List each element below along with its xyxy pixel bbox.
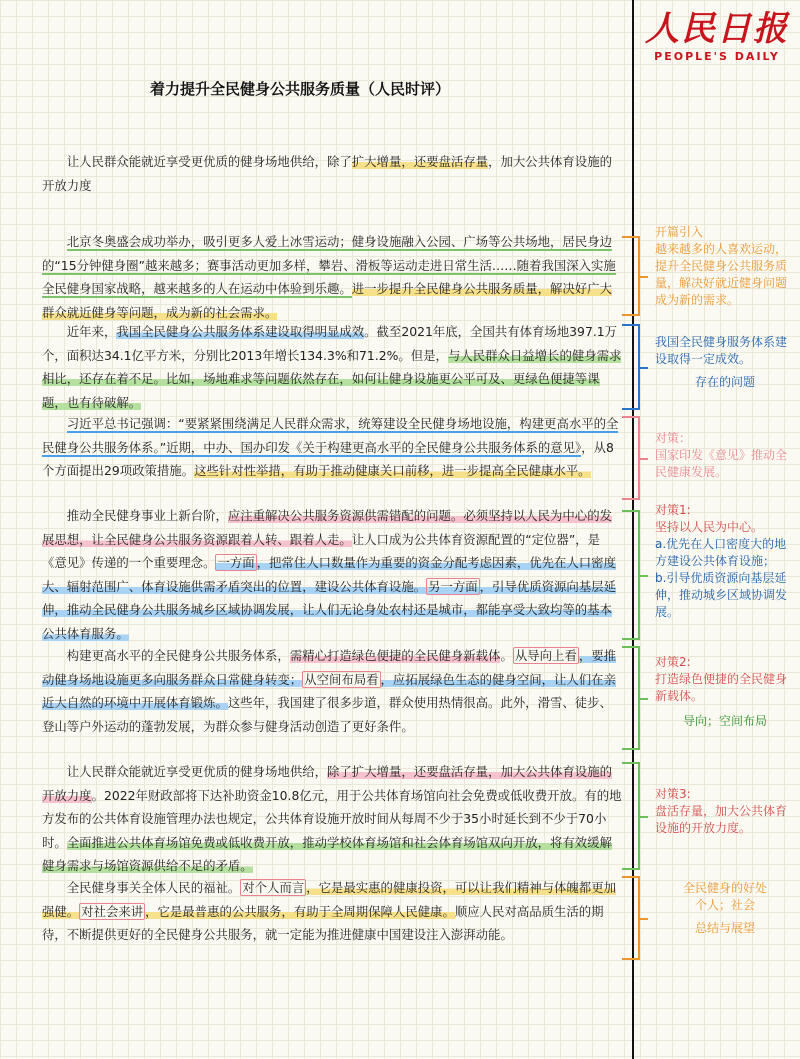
people-daily-logo <box>642 8 792 63</box>
note-summary-footer: 总结与展望 <box>694 921 755 935</box>
bracket-policy <box>622 416 640 500</box>
note-measure-1-line-2: a.优先在人口密度大的地方建设公共体育设施； <box>655 537 787 568</box>
note-intro-title: 开篇引入 <box>655 225 704 239</box>
note-problems-footer: 存在的问题 <box>694 375 755 389</box>
article-title: 着力提升全民健身公共服务质量（人民时评） <box>150 80 451 98</box>
paragraph-2: 近年来，我国全民健身公共服务体系建设取得明显成效。截至2021年底，全国共有体育场地397.1万个，面积达34.1亿平方米，分别比2013年增长134.3%和71.2%。但是，与人民群众日益增长的健身需求相比，还存在着不足。比如，场地难求等问题依然存在，如何让健身设施更公平可及、更绿色便捷等课题，也有待破解。 <box>42 324 622 410</box>
note-measure-2-body: 打造绿色便捷的全民健身新载体。 <box>655 672 788 703</box>
note-measure-2 <box>655 654 795 730</box>
note-measure-3-title: 对策3: <box>655 787 691 801</box>
note-policy-title: 对策： <box>655 431 692 445</box>
note-summary-sub: 个人；社会 <box>694 898 755 912</box>
logo-chinese: 人民日报 <box>645 9 789 49</box>
note-measure-2-title: 对策2: <box>655 655 691 669</box>
bracket-problems <box>622 324 640 410</box>
paragraph-4: 推动全民健身事业上新台阶，应注重解决公共服务资源供需错配的问题。必须坚持以人民为中心的发展思想，让全民健身公共服务资源跟着人转、跟着人走。让人口成为公共体育资源配置的“定位器”，是《意见》传递的一个重要理念。 一方面 ，把常住人口数量作为重要的资金分配考虑因素，优先在人口密度大、辐射范围广、体育设施供需矛盾突出的位置，建设公共体育设施。 另一方面 ，引导优质资源向基层延伸，推动全民健身公共服务城乡区域协调发展，让人们无论身处农村还是城市，都能享受大致均等的基本公共体育服务。 <box>42 508 616 641</box>
note-measure-3 <box>655 786 795 837</box>
paragraph-5: 构建更高水平的全民健身公共服务体系，需精心打造绿色便捷的全民健身新载体。 从导向上看 ，要推动健身场地设施更多向服务群众日常健身转变； 从空间布局看 ，应拓展绿色生态的健身空间，让人们在亲近大自然的环境中开展体育锻炼。这些年，我国建了很多步道，群众使用热情很高。此外，滑雪、徒步、登山等户外运动的蓬勃发展，为群众参与健身活动创造了更好条件。 <box>42 648 616 734</box>
bracket-intro <box>622 236 640 316</box>
paragraph-7: 全民健身事关全体人民的福祉。 对个人而言 ，它是最实惠的健康投资，可以让我们精神与体魄都更加强健。 对社会来讲 ，它是最普惠的公共服务，有助于全周期保障人民健康。顺应人民对高品质生活的期待，不断提供更好的全民健身公共服务，就一定能为推进健康中国建设注入澎湃动能。 <box>42 880 616 942</box>
note-policy <box>655 430 795 481</box>
paragraph-1: 北京冬奥盛会成功举办，吸引更多人爱上冰雪运动；健身设施融入公园、广场等公共场地，居民身边的“15分钟健身圈”越来越多；赛事活动更加多样，攀岩、滑板等运动走进日常生活……随着我国深入实施全民健身国家战略，越来越多的人在运动中体验到乐趣。进一步提升全民健身公共服务质量，解决好广大群众就近健身等问题，成为新的社会需求。 <box>42 234 616 320</box>
note-problems-body: 我国全民健身服务体系建设取得一定成效。 <box>655 335 788 366</box>
bracket-summary <box>622 876 640 960</box>
note-problems <box>655 334 795 391</box>
paragraph-6: 让人民群众能就近享受更优质的健身场地供给，除了扩大增量，还要盘活存量，加大公共体育设施的开放力度。2022年财政部将下达补助资金10.8亿元，用于公共体育场馆向社会免费或低收费开放。有的地方发布的公共体育设施管理办法也规定，公共体育设施开放时间从每周不少于35小时延长到不少于70小时。全面推进公共体育场馆免费或低收费开放，推动学校体育场馆和社会体育场馆双向开放，将有效缓解健身需求与场馆资源供给不足的矛盾。 <box>42 764 622 873</box>
note-measure-1 <box>655 502 795 621</box>
note-intro-body: 越来越多的人喜欢运动，提升全民健身公共服务质量，解决好就近健身问题成为新的需求。 <box>655 242 788 307</box>
note-intro <box>655 224 795 309</box>
bracket-measure-1 <box>622 510 640 640</box>
note-measure-1-line-1: 坚持以人民为中心。 <box>655 520 764 534</box>
paragraph-3: 习近平总书记强调：“要紧紧围绕满足人民群众需求，统筹建设全民健身场地设施，构建更高水平的全民健身公共服务体系。”近期，中办、国办印发《关于构建更高水平的全民健身公共服务体系的意见》，从8个方面提出29项政策措施。这些针对性举措，有助于推动健康关口前移，进一步提高全民健康水平。 <box>42 416 619 478</box>
note-summary-title: 全民健身的好处 <box>682 881 767 895</box>
bracket-measure-2 <box>622 646 640 750</box>
bracket-measure-3 <box>622 762 640 870</box>
note-measure-3-body: 盘活存量，加大公共体育设施的开放力度。 <box>655 804 788 835</box>
note-measure-1-line-3: b.引导优质资源向基层延伸，推动城乡区域协调发展。 <box>655 571 788 619</box>
note-measure-2-footer: 导向；空间布局 <box>682 714 767 728</box>
note-policy-body: 国家印发《意见》推动全民健康发展。 <box>655 448 788 479</box>
note-measure-1-title: 对策1: <box>655 503 691 517</box>
logo-english: PEOPLE'S DAILY <box>654 50 780 63</box>
note-summary <box>655 880 795 937</box>
intro-paragraph: 让人民群众能就近享受更优质的健身场地供给，除了扩大增量，还要盘活存量，加大公共体育设施的开放力度 <box>42 154 612 193</box>
